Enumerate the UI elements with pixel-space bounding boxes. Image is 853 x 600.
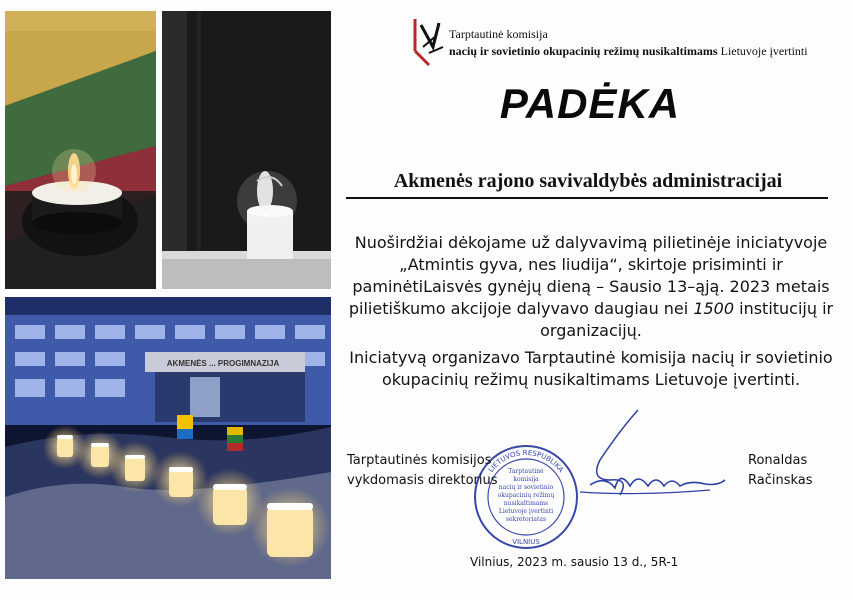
recipient-name: Akmenės rajono savivaldybės administracijai: [393, 170, 783, 192]
institution-count: 1500: [693, 299, 735, 318]
signatory-last-name: Račinskas: [748, 473, 813, 488]
thanks-paragraph: [345, 232, 837, 342]
commission-name-rest: Lietuvoje įvertinti: [717, 44, 808, 58]
commission-name-line1: Tarptautinė komisija: [449, 27, 548, 41]
school-sign-text: AKMENĖS ... PROGIMNAZIJA: [166, 359, 280, 368]
stamp-ring-text: LIETUVOS RESPUBLIKA: [487, 448, 565, 474]
thanks-text-b: institucijų ir organizacijų.: [540, 299, 834, 340]
stamp-line2: komisija: [513, 476, 539, 483]
commission-name: [449, 26, 808, 60]
thanks-text-a: Nuoširdžiai dėkojame už dalyvavimą pilietinėje iniciatyvoje „Atmintis gyva, nes liudija“, skirtoje prisiminti ir paminėtiLaisvės gynėjų dieną – Sausio 13–ąją. 2023 metais pilietiškumo akcijoje dalyvavo daugiau nei: [348, 233, 830, 318]
flag-candle-photo: [5, 11, 156, 289]
signatory-title-line2: vykdomasis direktorius: [347, 473, 498, 488]
stamp-line7: sekretoriatas: [505, 516, 547, 523]
signatory-title-line1: Tarptautinės komisijos: [347, 453, 492, 468]
dark-candle-photo: [162, 11, 331, 289]
signatory-first-name: Ronaldas: [748, 453, 808, 468]
stamp-line3: nacių ir sovietinio: [498, 484, 554, 491]
stamp-bottom-text: VILNIUS: [512, 538, 540, 546]
stamp-line1: Tarptautinė: [508, 468, 544, 475]
commission-name-line2: [449, 43, 808, 60]
signatory-name: [748, 451, 813, 491]
school-candles-photo: [5, 297, 331, 579]
signatory-title: [347, 451, 498, 491]
stamp-line5: nusikaltimams: [503, 500, 549, 507]
handwritten-signature: [560, 400, 730, 510]
stamp-line6: Lietuvoje įvertinti: [498, 508, 554, 515]
stamp-line4: okupacinių režimų: [497, 492, 555, 499]
commission-logo: [409, 17, 445, 67]
organizer-paragraph: Iniciatyvą organizavo Tarptautinė komisija nacių ir sovietinio okupacinių režimų nusikaltimams Lietuvoje įvertinti.: [349, 348, 833, 389]
certificate-title: PADĖKA: [499, 80, 681, 127]
commission-name-bold: nacių ir sovietinio okupacinių režimų nusikaltimams: [449, 44, 718, 58]
recipient-underline: [346, 197, 828, 199]
place-date-number: Vilnius, 2023 m. sausio 13 d., 5R-1: [470, 555, 679, 569]
